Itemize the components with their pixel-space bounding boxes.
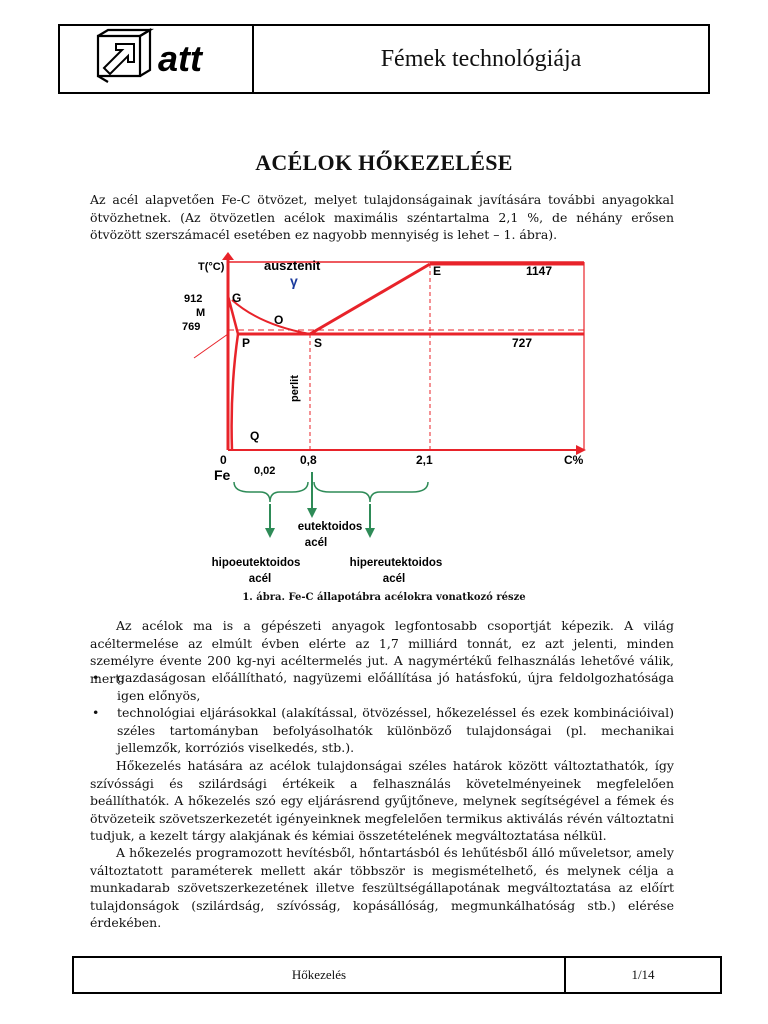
paragraph-4: A hőkezelés programozott hevítésből, hőntartásból és lehűtésből álló műveletsor, amely változtatott paraméterek mellett akár többször is megismételhető, és melynek célja a munkadarab szövetszerkezetének illetve feszültségállapotának megváltoztatása az előírt tulajdonságok (szilárdság, szívósság, kopásállóság, megmunkálhatóság stb.) elérése érdekében. [90,845,674,930]
gos-curve [232,300,310,334]
point-m: M [196,307,206,319]
hypo-label-2: acél [248,573,272,585]
intro-paragraph: Az acél alapvetően Fe-C ötvözet, melyet tulajdonságainak javítására további anyagokkal ötvözhetnek. (Az ötvözetlen acélok maximális széntartalma 2,1 %, de néhány erősen ötvözött szerszámacél esetében ez nagyobb mennyiség is lehet – 1. ábra). [90,192,674,242]
bullet-list [90,669,674,757]
t-axis-arrow [222,252,234,260]
hyper-arrowhead [365,528,375,538]
hyper-label-1: hipereutektoidos [349,557,443,569]
hypo-label-1: hipoeutektoidos [211,557,301,569]
temp-727: 727 [512,336,533,350]
logo-text: att [158,38,202,79]
page-number: 1/14 [631,967,655,982]
paragraph-2: Az acélok ma is a gépészeti anyagok legfontosabb csoportját képezik. A világ acéltermelése az elmúlt évben elérte az 1,7 milliárd tonnát, ez azt jelenti, minden személyre évente 200 kg-nyi acéltermelés jut. A nagymértékű felhasználás lehetővé válik, mert: [90,618,674,686]
austenite-label: ausztenit [264,258,321,273]
c-axis-label: C% [564,453,584,467]
pointer-line [194,334,228,358]
point-g: G [232,291,242,305]
fe-label: Fe [214,467,231,483]
point-e: E [433,264,442,278]
gamma-label: γ [290,273,298,289]
eutectoid-arrowhead [307,508,317,518]
logo [60,26,254,92]
es-line [310,264,430,334]
t-axis-label: T(°C) [198,261,225,273]
point-p: P [242,336,251,350]
tick-08: 0,8 [300,453,317,467]
fe-c-phase-diagram [180,250,600,590]
pq-curve [232,334,238,450]
hyper-label-2: acél [382,573,406,585]
point-s: S [314,336,323,350]
eutectoid-label-2: acél [304,537,328,549]
hypo-brace [234,482,308,502]
temp-769: 769 [182,321,201,333]
origin-zero: 0 [220,453,227,467]
temp-912: 912 [184,293,203,305]
hyper-brace [314,482,428,502]
tick-002: 0,02 [254,465,276,477]
eutectoid-label-1: eutektoidos [297,521,363,533]
footer-topic: Hőkezelés [74,958,566,992]
hypo-arrowhead [265,528,275,538]
document-title: ACÉLOK HŐKEZELÉSE [255,150,513,175]
figure-caption: 1. ábra. Fe-C állapotábra acélokra vonatkozó része [242,592,526,603]
diagram-grid [228,262,584,450]
perlit-label: perlit [289,375,301,402]
page-header [58,24,710,94]
page-footer [72,956,722,994]
point-o: O [274,313,284,327]
point-q: Q [250,429,260,443]
paragraph-3: Hőkezelés hatására az acélok tulajdonságai széles határok között változtathatók, így szívóssági és szilárdsági értékeik a felhasználás követelményeinek megfelelően beállíthatók. A hőkezelés szó egy eljárásrend gyűjtőneve, melynek segítségével a fémek és ötvözeteik szövetszerkezetét igényeinknek megfelelően termikus aktiválás révén változtatni tudjuk, a kezelt tárgy alakjának és kémiai összetételének megváltoztatása nélkül. [90,758,674,843]
list-item: • gazdaságosan előállítható, nagyüzemi előállítása jó hatásfokú, újra feldolgozhatósága igen előnyös, [90,669,674,704]
tick-21: 2,1 [416,453,433,467]
temp-1147: 1147 [526,264,553,278]
list-item: • technológiai eljárásokkal (alakítással, ötvözéssel, hőkezeléssel és ezek kombinációival) széles tartományban befolyásolhatók különböző tulajdonságai (pl. mechanikai jellemzők, korróziós viselkedés, stb.). [90,704,674,757]
logo-icon [60,26,248,92]
header-title: Fémek technológiája [380,45,582,72]
